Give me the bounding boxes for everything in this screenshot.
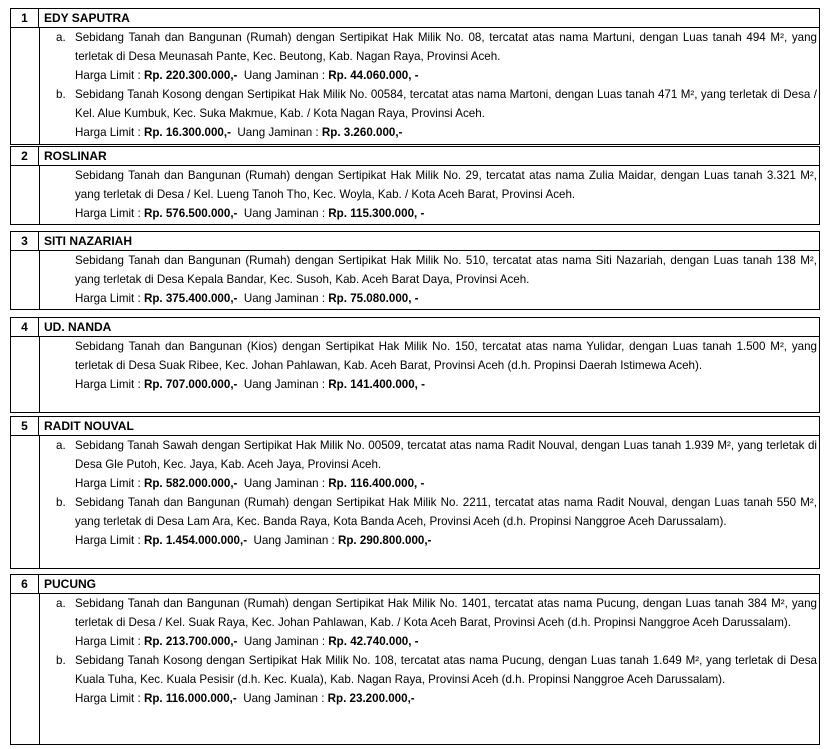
- entry-header: [11, 417, 819, 436]
- item-marker: b.: [56, 88, 66, 101]
- price-line: [40, 689, 819, 708]
- entry-block: [10, 574, 820, 745]
- entry-block: [10, 416, 820, 569]
- entry-body: [39, 436, 819, 569]
- limit-value: Rp. 576.500.000,-: [143, 207, 238, 220]
- guarantee-value: Rp. 42.740.000, -: [328, 635, 419, 648]
- property-text: Sebidang Tanah dan Bangunan (Rumah) dengan Sertipikat Hak Milik No. 2211, tercatat atas nama Radit Nouval, dengan Luas tanah 550 M², yang terletak di Desa Lam Ara, Kec. Banda Raya, Kota Banda Aceh, Provinsi Aceh (d.h. Propinsi Nanggroe Aceh Darussalam).: [75, 496, 817, 528]
- limit-value: Rp. 707.000.000,-: [143, 378, 238, 391]
- guarantee-label: Uang Jaminan :: [243, 207, 329, 220]
- property-description: [40, 594, 819, 632]
- limit-label: Harga Limit :: [75, 292, 144, 305]
- property-text: Sebidang Tanah dan Bangunan (Rumah) dengan Sertipikat Hak Milik No. 29, tercatat atas nama Zulia Maidar, dengan Luas tanah 3.321 M², yang terletak di Desa / Kel. Lueng Tanoh Tho, Kec. Woyla, Kab. / Kota Aceh Barat, Provinsi Aceh.: [75, 169, 817, 201]
- limit-value: Rp. 213.700.000,-: [143, 635, 238, 648]
- entry-number: 3: [11, 232, 39, 250]
- price-line: [40, 375, 819, 394]
- property-text: Sebidang Tanah dan Bangunan (Rumah) dengan Sertipikat Hak Milik No. 1401, tercatat atas nama Pucung, dengan Luas tanah 384 M², yang terletak di Desa / Kel. Suak Raya, Kec. Johan Pahlawan, Kab. / Kota Aceh Barat, Provinsi Aceh (d.h. Propinsi Nanggroe Aceh Darussalam).: [75, 597, 817, 629]
- entry-header: [11, 575, 819, 594]
- price-line: [40, 474, 819, 493]
- price-line: [40, 531, 819, 550]
- guarantee-value: Rp. 75.080.000, -: [328, 292, 419, 305]
- guarantee-label: Uang Jaminan :: [243, 292, 329, 305]
- entry-header: [11, 9, 819, 28]
- price-line: [40, 632, 819, 651]
- property-description: [40, 85, 819, 123]
- entry-number: 2: [11, 147, 39, 165]
- guarantee-value: Rp. 290.800.000,-: [337, 534, 432, 547]
- guarantee-label: Uang Jaminan :: [243, 477, 329, 490]
- guarantee-label: Uang Jaminan :: [243, 69, 329, 82]
- limit-label: Harga Limit :: [75, 378, 144, 391]
- price-line: [40, 289, 819, 308]
- limit-label: Harga Limit :: [75, 534, 144, 547]
- property-text: Sebidang Tanah dan Bangunan (Rumah) dengan Sertipikat Hak Milik No. 510, tercatat atas nama Siti Nazariah, dengan Luas tanah 138 M², yang terletak di Desa Kepala Bandar, Kec. Susoh, Kab. Aceh Barat Daya, Provinsi Aceh.: [75, 254, 817, 286]
- property-text: Sebidang Tanah Kosong dengan Sertipikat Hak Milik No. 00584, tercatat atas nama Martoni, dengan Luas tanah 471 M², yang terletak di Desa / Kel. Alue Kumbuk, Kec. Suka Makmue, Kab. / Kota Nagan Raya, Provinsi Aceh.: [75, 88, 817, 120]
- limit-label: Harga Limit :: [75, 69, 144, 82]
- property-description: [40, 436, 819, 474]
- price-line: [40, 204, 819, 223]
- guarantee-value: Rp. 115.300.000, -: [328, 207, 425, 220]
- property-description: [40, 251, 819, 289]
- entry-name: UD. NANDA: [44, 320, 112, 334]
- guarantee-label: Uang Jaminan :: [243, 692, 328, 705]
- guarantee-value: Rp. 3.260.000,-: [321, 126, 403, 139]
- guarantee-label: Uang Jaminan :: [237, 126, 322, 139]
- limit-label: Harga Limit :: [75, 635, 144, 648]
- entry-block: [10, 231, 820, 310]
- entry-name: EDY SAPUTRA: [44, 11, 130, 25]
- entry-number: 5: [11, 417, 39, 435]
- guarantee-value: Rp. 141.400.000, -: [328, 378, 425, 391]
- limit-label: Harga Limit :: [75, 692, 144, 705]
- limit-value: Rp. 116.000.000,-: [143, 692, 237, 705]
- limit-value: Rp. 375.400.000,-: [143, 292, 238, 305]
- limit-label: Harga Limit :: [75, 477, 144, 490]
- property-description: [40, 493, 819, 531]
- entry-block: [10, 317, 820, 413]
- guarantee-label: Uang Jaminan :: [243, 378, 329, 391]
- entry-name: PUCUNG: [44, 577, 97, 591]
- entry-number: 6: [11, 575, 39, 593]
- entry-body: [39, 594, 819, 745]
- entry-number: 4: [11, 318, 39, 336]
- entry-body: [39, 166, 819, 225]
- property-text: Sebidang Tanah Sawah dengan Sertipikat Hak Milik No. 00509, tercatat atas nama Radit Nouval, dengan Luas tanah 1.939 M², yang terletak di Desa Gle Putoh, Kec. Jaya, Kab. Aceh Jaya, Provinsi Aceh.: [75, 439, 817, 471]
- entry-name: RADIT NOUVAL: [44, 419, 134, 433]
- entry-body: [39, 337, 819, 413]
- limit-value: Rp. 582.000.000,-: [143, 477, 238, 490]
- property-description: [40, 166, 819, 204]
- property-description: [40, 651, 819, 689]
- entry-block: [10, 146, 820, 225]
- limit-value: Rp. 1.454.000.000,-: [143, 534, 248, 547]
- entry-header: [11, 318, 819, 337]
- entry-header: [11, 232, 819, 251]
- property-description: [40, 337, 819, 375]
- guarantee-value: Rp. 44.060.000, -: [328, 69, 419, 82]
- entry-name: ROSLINAR: [44, 149, 107, 163]
- property-text: Sebidang Tanah Kosong dengan Sertipikat Hak Milik No. 108, tercatat atas nama Pucung, dengan Luas tanah 1.649 M², yang terletak di Desa Kuala Tuha, Kec. Kuala Pesisir (d.h. Kec. Kuala), Kab. Nagan Raya, Provinsi Aceh (d.h. Propinsi Nanggroe Aceh Darussalam).: [75, 654, 817, 686]
- item-marker: a.: [56, 439, 66, 452]
- limit-value: Rp. 16.300.000,-: [143, 126, 231, 139]
- property-text: Sebidang Tanah dan Bangunan (Rumah) dengan Sertipikat Hak Milik No. 08, tercatat atas nama Martuni, dengan Luas tanah 494 M², yang terletak di Desa Meunasah Pante, Kec. Beutong, Kab. Nagan Raya, Provinsi Aceh.: [75, 31, 817, 63]
- entry-number: 1: [11, 9, 39, 27]
- price-line: [40, 123, 819, 142]
- item-marker: b.: [56, 654, 66, 667]
- limit-value: Rp. 220.300.000,-: [143, 69, 238, 82]
- property-text: Sebidang Tanah dan Bangunan (Kios) dengan Sertipikat Hak Milik No. 150, tercatat atas nama Yulidar, dengan Luas tanah 1.500 M², yang terletak di Desa Suak Ribee, Kec. Johan Pahlawan, Kab. Aceh Barat, Provinsi Aceh (d.h. Propinsi Daerah Istimewa Aceh).: [75, 340, 817, 372]
- entry-body: [39, 28, 819, 145]
- item-marker: b.: [56, 496, 66, 509]
- guarantee-label: Uang Jaminan :: [243, 635, 329, 648]
- guarantee-label: Uang Jaminan :: [253, 534, 338, 547]
- entry-block: [10, 8, 820, 145]
- item-marker: a.: [56, 31, 66, 44]
- guarantee-value: Rp. 116.400.000, -: [328, 477, 425, 490]
- property-description: [40, 28, 819, 66]
- guarantee-value: Rp. 23.200.000,-: [327, 692, 415, 705]
- entry-name: SITI NAZARIAH: [44, 234, 132, 248]
- entry-header: [11, 147, 819, 166]
- price-line: [40, 66, 819, 85]
- entry-body: [39, 251, 819, 310]
- limit-label: Harga Limit :: [75, 126, 144, 139]
- item-marker: a.: [56, 597, 66, 610]
- limit-label: Harga Limit :: [75, 207, 144, 220]
